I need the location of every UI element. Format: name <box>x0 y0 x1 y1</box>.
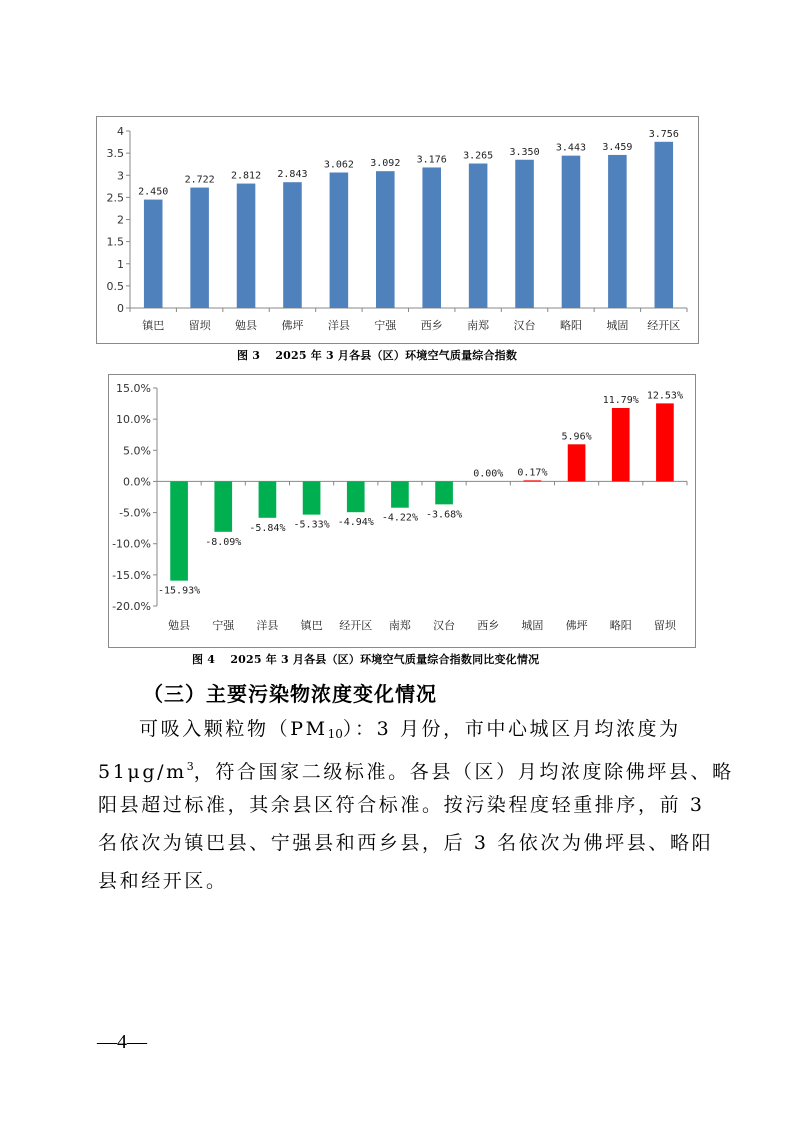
data-label-略阳: 11.79% <box>602 394 639 406</box>
category-label-留坝: 留坝 <box>653 619 676 632</box>
section-heading: （三）主要污染物浓度变化情况 <box>143 682 437 706</box>
category-label-南郑: 南郑 <box>388 619 411 632</box>
category-label-佛坪: 佛坪 <box>565 619 588 632</box>
bar-西乡 <box>422 167 441 308</box>
data-label-城固: 0.17% <box>517 467 548 479</box>
bar-镇巴 <box>144 200 163 308</box>
paragraph-line-4: 名依次为镇巴县、宁强县和西乡县，后 3 名依次为佛坪县、略阳 <box>98 832 714 854</box>
data-label-洋县: -5.84% <box>249 522 286 534</box>
bar-洋县 <box>330 173 349 308</box>
category-label-经开区: 经开区 <box>339 619 373 632</box>
category-label-城固: 城固 <box>521 619 544 632</box>
y-tick-label: 3.5 <box>106 147 124 161</box>
data-label-勉县: -15.93% <box>158 585 201 597</box>
y-tick-label: 10.0% <box>116 413 151 427</box>
category-label-宁强: 宁强 <box>212 619 235 632</box>
chart-yoy-change-svg <box>109 375 695 647</box>
bar-略阳 <box>562 156 581 308</box>
data-label-镇巴: -5.33% <box>293 519 330 531</box>
y-tick-label: 2.5 <box>106 191 124 205</box>
data-label-汉台: -3.68% <box>426 509 463 521</box>
category-label-西乡: 西乡 <box>420 319 443 332</box>
bar-勉县 <box>237 184 256 308</box>
data-label-留坝: 12.53% <box>646 390 683 402</box>
bar-佛坪 <box>283 182 302 308</box>
category-label-西乡: 西乡 <box>477 619 500 632</box>
data-label-经开区: -4.94% <box>337 517 374 529</box>
category-label-经开区: 经开区 <box>647 319 681 332</box>
category-label-勉县: 勉县 <box>168 619 191 632</box>
y-tick-label: 0 <box>117 302 124 315</box>
data-label-南郑: 3.265 <box>463 150 494 162</box>
bar-汉台 <box>515 160 534 308</box>
bar-留坝 <box>656 403 674 481</box>
category-label-勉县: 勉县 <box>235 319 258 332</box>
paragraph-line-1: 可吸入颗粒物$(PM_{10})$：3 月份，市中心城区月均浓度为 <box>139 718 681 741</box>
data-label-西乡: 0.00% <box>473 468 504 480</box>
y-tick-label: 1.5 <box>106 235 124 249</box>
chart-yoy-change <box>108 374 696 648</box>
category-label-留坝: 留坝 <box>188 319 211 332</box>
y-tick-label: 1 <box>117 257 124 271</box>
y-tick-label: -15.0% <box>112 568 151 582</box>
data-label-佛坪: 2.843 <box>277 169 308 181</box>
category-label-汉台: 汉台 <box>513 319 536 332</box>
bar-勉县 <box>170 481 188 580</box>
category-label-洋县: 洋县 <box>327 319 350 332</box>
bar-汉台 <box>435 481 453 504</box>
y-tick-label: 5.0% <box>123 444 151 458</box>
bar-宁强 <box>214 481 232 531</box>
category-label-宁强: 宁强 <box>374 319 397 332</box>
bar-南郑 <box>469 164 488 308</box>
y-tick-label: 3 <box>117 169 124 183</box>
bar-略阳 <box>612 408 630 481</box>
chart-composite-index-svg <box>97 117 698 343</box>
y-tick-label: 2 <box>117 213 124 227</box>
page-number: —4— <box>97 1031 147 1053</box>
y-tick-label: -20.0% <box>112 600 151 613</box>
bar-城固 <box>524 480 542 481</box>
bar-经开区 <box>655 142 674 308</box>
data-label-勉县: 2.812 <box>230 170 262 182</box>
paragraph-line-2: $51\mu g/m^3$，符合国家二级标准。各县（区）月均浓度除佛坪县、略 <box>98 760 734 783</box>
bar-佛坪 <box>568 444 586 481</box>
data-label-佛坪: 5.96% <box>561 431 592 443</box>
data-label-城固: 3.459 <box>602 141 633 153</box>
category-label-佛坪: 佛坪 <box>281 319 304 332</box>
data-label-略阳: 3.443 <box>555 142 587 154</box>
y-tick-label: 0.0% <box>123 475 151 489</box>
category-label-镇巴: 镇巴 <box>142 319 165 332</box>
data-label-宁强: -8.09% <box>205 536 242 548</box>
data-label-镇巴: 2.450 <box>138 186 169 198</box>
category-label-汉台: 汉台 <box>433 619 456 632</box>
bar-洋县 <box>259 481 277 517</box>
y-tick-label: 15.0% <box>116 382 151 395</box>
data-label-南郑: -4.22% <box>381 512 418 524</box>
data-label-宁强: 3.092 <box>370 158 401 170</box>
bar-宁强 <box>376 171 395 308</box>
category-label-略阳: 略阳 <box>559 319 582 332</box>
paragraph-line-3: 阳县超过标准，其余县区符合标准。按污染程度轻重排序，前 3 <box>98 794 705 816</box>
data-label-留坝: 2.722 <box>184 174 215 186</box>
category-label-略阳: 略阳 <box>609 619 632 632</box>
y-tick-label: 4 <box>117 125 124 138</box>
category-label-南郑: 南郑 <box>467 319 490 332</box>
data-label-洋县: 3.062 <box>323 159 354 171</box>
bar-留坝 <box>190 188 209 308</box>
bar-城固 <box>608 155 627 308</box>
category-label-镇巴: 镇巴 <box>300 619 323 632</box>
data-label-经开区: 3.756 <box>648 128 679 140</box>
bar-南郑 <box>391 481 409 507</box>
data-label-汉台: 3.350 <box>509 146 540 158</box>
figure-3-caption: 图 3 2025 年 3 月各县（区）环境空气质量综合指数 <box>237 349 518 362</box>
paragraph-line-5: 县和经开区。 <box>98 870 228 892</box>
chart-composite-index <box>96 116 699 344</box>
y-tick-label: 0.5 <box>106 279 124 293</box>
data-label-西乡: 3.176 <box>416 154 447 166</box>
bar-镇巴 <box>303 481 321 514</box>
category-label-洋县: 洋县 <box>256 619 279 632</box>
figure-4-caption: 图 4 2025 年 3 月各县（区）环境空气质量综合指数同比变化情况 <box>192 653 540 666</box>
y-tick-label: -10.0% <box>112 537 151 551</box>
bar-经开区 <box>347 481 365 512</box>
category-label-城固: 城固 <box>606 319 629 332</box>
y-tick-label: -5.0% <box>119 506 151 520</box>
